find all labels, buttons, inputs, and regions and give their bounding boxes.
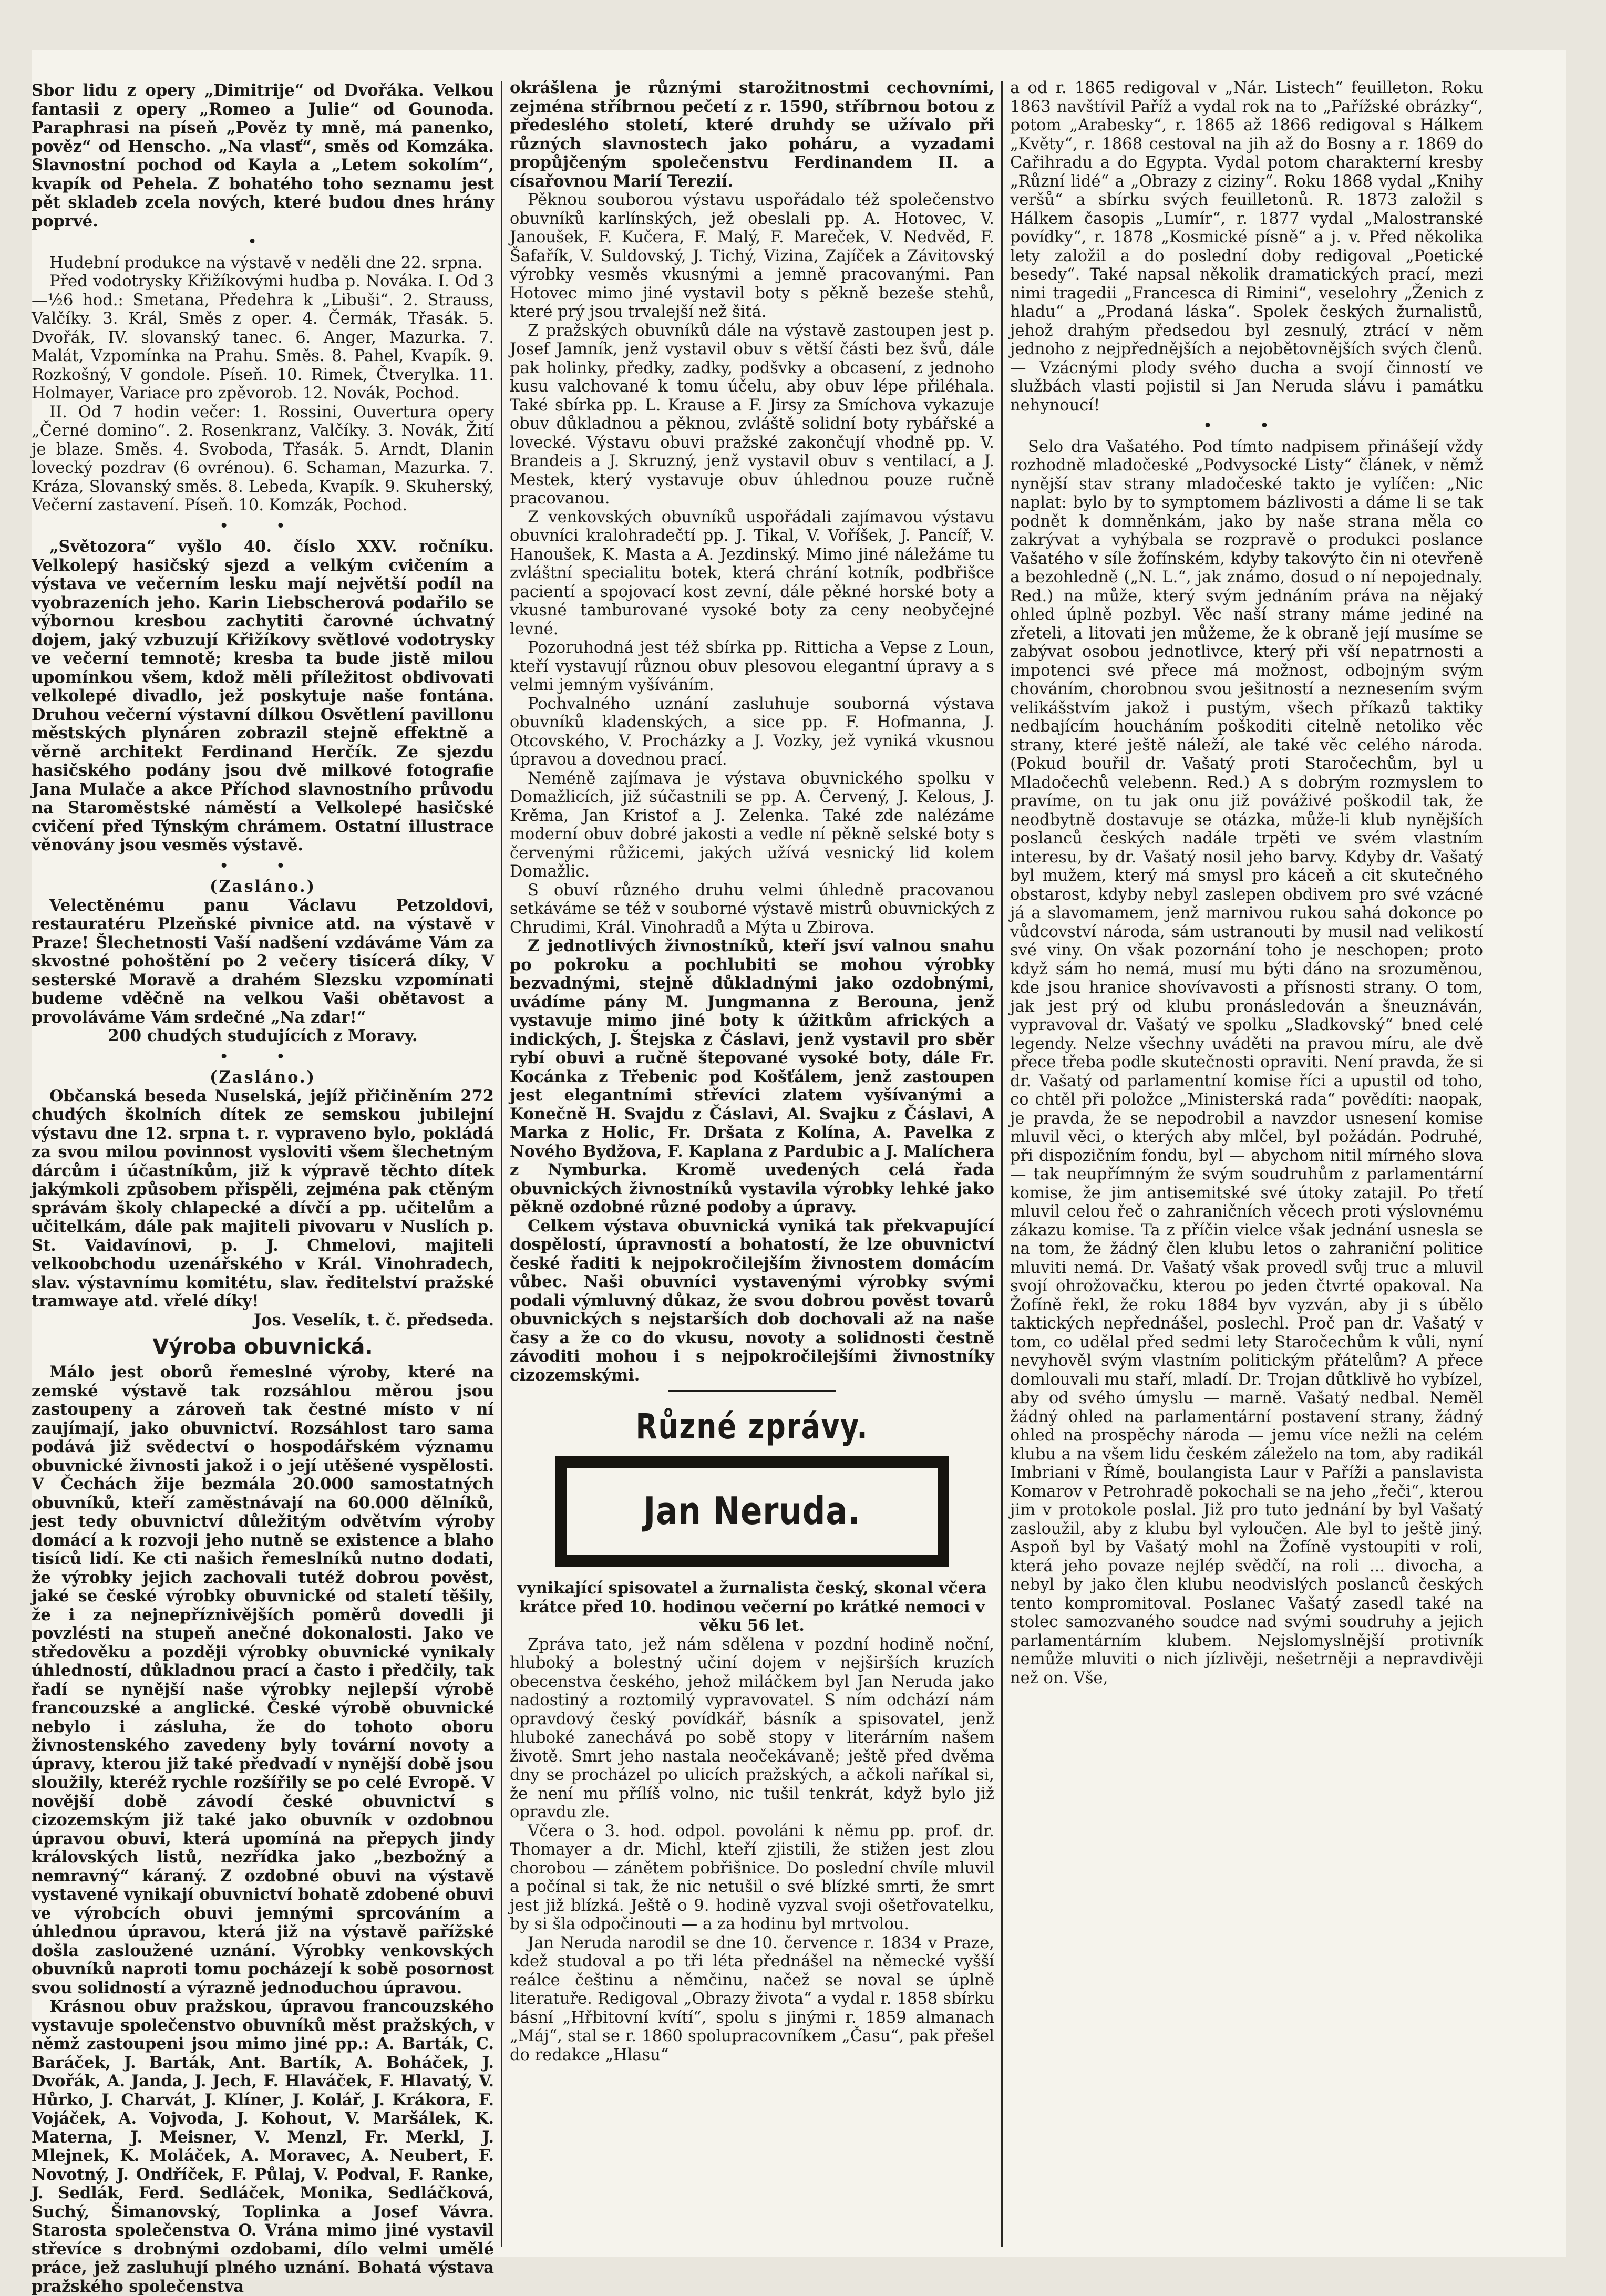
paragraph: Z pražských obuvníků dále na výstavě zastoupen jest p. Josef Jamník, jenž vystavil obuv s větší části bez švů, dále pak holinky, předky, zadky, podšvky a obcasení, z jednoho kusu valchované k tomu účelu, aby obuv lépe přiléhala. Také sbírka pp. L. Krause a F. Jirsy za Smíchova vykazuje obuv důkladnou a pěknou, zvláště solidní boty rybářské a lovecké. Výstavu obuvi pražské zakončují vhodně pp. V. Brandeis a J. Skruzný, jenž vystavil obuv s ventilací, a J. Mestek, který vystavuje obuv úhlednou pouze ručně pracovanou. — [510, 321, 994, 508]
obituary-name: Jan Neruda. — [643, 1489, 861, 1533]
paragraph: Zpráva tato, jež nám sdělena v pozdní hodině noční, hluboký a bolestný učiní dojem v nejširších kruzích obecenstva českého, jehož miláčkem byl Jan Neruda jako nadostiný a roztomilý vypravovatel. S ním odchází nám opravdový český povídkář, básník a spisovatel, jenž hluboké zanechává po sobě stopy v literárním našem životě. Smrt jeho nastala neočekávaně; ještě před dvěma dny se procházel po ulicích pražských, a ačkoli naříkal si, že není mu přílíš volno, nic tušil tenkrát, když bylo již opravdu zle. — [510, 1635, 994, 1821]
paragraph: Jan Neruda narodil se dne 10. července r. 1834 v Praze, kdež studoval a po tři léta přednášel na německé vyšší reálce češtinu a němčinu, načež se noval se úplně literatuře. Redigoval „Obrazy života“ a vydal r. 1858 sbírku básní „Hřbitovní kvítí“, spolu s jinými r. 1859 almanach „Máj“, stal se r. 1860 spolupracovníkem „Času“, pak přešel do redakce „Hlasu“ — [510, 1933, 994, 2064]
section-heading: (Zasláno.) — [209, 1068, 316, 1087]
paragraph: Občanská beseda Nuselská, jejíž přičiněním 272 chudých školních dítek ze semskou jubilejní výstavu dne 12. srpna t. r. vypraveno bylo, pokládá za svou milou povinnost vysloviti všem šlechetným dárcům i účastníkům, již k výpravě těchto dítek jakýmkoli způsobem přispěli, zejména pak ctěným správám školy chlapecké a dívčí a pp. učitelům a učitelkám, dále pak majiteli pivovaru v Nuslích p. St. Vaidavínovi, p. J. Chmelovi, majiteli velkoobchodu uzenářského v Král. Vinohradech, slav. výstavnímu komitétu, slav. ředitelství pražské tramwaye atd. vřelé díky! — [32, 1086, 494, 1311]
paragraph: Hudební produkce na výstavě v neděli dne 22. srpna. — [49, 253, 483, 272]
column-rule — [501, 81, 502, 2247]
obituary-lead: vynikající spisovatel a žurnalista český, skonal včera krátce před 10. hodinou večerní po krátké nemoci v věku 56 let. — [517, 1579, 987, 1635]
newspaper-page — [32, 50, 1566, 2296]
paragraph: Málo jest oborů řemeslné výroby, které na zemské výstavě tak rozsáhlou měrou jsou zastoupeny a zároveň tak čestné místo v ní zaujímají, jako obuvnictví. Rozsáhlost taro sama podává již svědectví o hospodářském významu obuvnické živnosti jakož i o její utěšené vyspělosti. V Čechách žije bezmála 20.000 samostatných obuvníků, kteří zaměstnávají na 60.000 dělníků, jest tedy obuvnictví důležitým odvětvím výroby domácí a k rozvoji jeho nutně se existence a blaho tisíců lidí. Ke cti našich řemeslníků nutno dodati, že výrobky jejich zachovali tutéž dobrou pověst, jaké se české výrobky obuvnické od staletí těšily, že i za nejnepříznivějších poměrů dovedli ji povzlésti na stupeň anečné dokonalosti. Jako ve středověku a později výrobky obuvnické vynikaly úhledností, důkladnou prací a často i předčily, tak řadí se nynější naše výrobky nejlepší výrobě francouzské a anglické. České výrobě obuvnické nebylo i zásluha, že do tohoto oboru živnostenského zavedeny byly tovární novoty a úpravy, kterou již také předvadí v nynější době jsou sloužily, kteréž rychle rozšířily se po celé Evropě. V novější době závodí české obuvnictví s cizozemským již také jako obuvník v ozdobnou úpravou obuvi, která upomíná na přepych jindy královských listů, nezřídka jako „bezbožný a nemravný“ káraný. Z ozdobné obuvi na výstavě vystavené vynikají obuvnictví bohatě zdobené obuvi ve výrobcích obuvi jemnými sprcováním a úhlednou úpravou, která již na výstavě pařížské došla zasloužené uznání. Výrobky venkovských obuvníků naproti tomu pocházejí k sobě posornost svou solidností a výrazně jednoduchou úpravou. — [32, 1363, 494, 1998]
paragraph: Pozoruhodná jest též sbírka pp. Ritticha a Vepse z Loun, kteří vystavují různou obuv plesovou elegantní úpravy a s velmi jemným vyšíváním. — [510, 639, 994, 694]
separator-dots: • — [248, 233, 278, 251]
separator-dots: • • — [219, 517, 306, 536]
paragraph: Z jednotlivých živnostníků, kteří jsví valnou snahu po pokroku a pochlubiti se mohou výrobky bezvadnými, stejně důkladnými jako ozdobnými, uvádíme pány M. Jungmanna z Berouna, jenž vystavuje mimo jiné boty k úžitkům afrických a indických, J. Štejska z Čáslavi, jenž vystavil pro sběr rybí obuvi a ručně štepované vysoké boty, dále Fr. Kocánka z Třebenic pod Košťálem, jenž zastoupen jest elegantními střevíci zlatem vyšívanými a Konečně H. Svajdu z Čáslavi, Al. Svajku z Čáslavi, A Marka z Holic, Fr. Dršata z Kolína, A. Pavelka z Nového Bydžova, F. Kaplana z Pardubic a J. Malíchera z Nymburka. Kromě uvedených celá řada obuvnických živnostníků vystavila výrobky lehké jako pěkně ozdobné různé podoby a úpravy. — [510, 936, 994, 1217]
column-rule — [1001, 81, 1003, 2247]
paragraph: Pochvalného uznání zasluhuje souborná výstava obuvníků kladenských, a sice pp. F. Hofmanna, J. Otcovského, V. Procházky a J. Vozky, jež vyniká vkusnou úpravou a dovednou prací. — [510, 694, 994, 769]
separator-dots: • • — [219, 1047, 306, 1066]
signature: Jos. Veselík, t. č. předseda. — [253, 1310, 494, 1330]
paragraph: Krásnou obuv pražskou, úpravou francouzského vystavuje společenstvo obuvníků měst pražských, v němž zastoupeni jsou mimo jiné pp.: A. Barták, C. Baráček, J. Barták, Ant. Bartík, A. Boháček, J. Dvořák, A. Janda, J. Jech, F. Hlaváček, F. Hlavatý, V. Hůrko, J. Charvát, J. Klíner, J. Kolář, J. Krákora, F. Vojáček, A. Vojvoda, J. Kohout, V. Maršálek, K. Materna, J. Meisner, V. Menzl, Fr. Merkl, J. Mlejnek, K. Moláček, A. Moravec, A. Neubert, F. Novotný, J. Ondříček, F. Půlaj, V. Podval, F. Ranke, J. Sedlák, Ferd. Sedláček, Monika, Sedláčková, Suchý, Šimanovský, Toplinka a Josef Vávra. Starosta společenstva O. Vrána mimo jiné vystavil střevíce s drobnými ozdobami, dílo velmi umělé práce, jež zasluhují plného uznání. Bohatá výstava pražského společenstva — [32, 1997, 494, 2296]
paragraph: Z venkovských obuvníků uspořádali zajímavou výstavu obuvníci kralohradečtí pp. J. Tikal, V. Voříšek, J. Pancíř, V. Hanoušek, K. Masta a A. Jezdinský. Mimo jiné náležáme tu zvláštní specialitu botek, která chrání kotník, podbřišce pacientí a spojovací kost zevní, dále pěkné horské boty a vkusné tamburované vysoké boty za ceny neobyčejné levné. — [510, 508, 994, 639]
paragraph: Sbor lidu z opery „Dimitrije“ od Dvořáka. Velkou fantasii z opery „Romeo a Julie“ od Gounoda. Paraphrasi na píseň „Pověz ty mně, má panenko, pověz“ od Henscho. „Na vlasť“, směs od Komzáka. Slavnostní pochod od Kayla a „Letem sokolím“, kvapík od Pehela. Z bohatého toho seznamu jest pět skladeb zcela nových, které budou dnes hrány poprvé. — [32, 81, 494, 231]
paragraph: Neméně zajímava je výstava obuvnického spolku v Domažlicích, již súčastnili se pp. A. Červený, J. Kelous, J. Krěma, Jan Kristof a J. Zelenka. Také zde nalézáme moderní obuv dobré jakosti a vedle ní pěkně selské boty s červenými růžicemi, jakých užívá vesnický lid kolem Domažlic. — [510, 769, 994, 881]
section-heading: Různé zprávy. — [635, 1406, 869, 1447]
paragraph: Selo dra Vašatého. Pod tímto nadpisem přinášejí vždy rozhodně mladočeské „Podvysocké Listy“ článek, v němž nynější stav strany mladočeské takto je vylíčen: „Nic naplat: bylo by to symptomem bázlivosti a dáme li se tak podnět k domněnkám, jako by naše strana měla co zakrývat a vyhýbala se rozpravě o produkci poslance Vašatého v síle žofínském, kdyby takovýto čin ni otevřeně a bezohledně („N. L.“, jak známo, dosud o ní nepojednaly. Red.) na může, který svým jednáním práva na nějaký ohled úplně pozbyl. Věc naší strany máme jediné na zřeteli, a litovati jen můžeme, že k obraně její musíme se zabývat osobou jednotlivce, který při vší nepatrnosti a impotenci své přece má možnost, odbojným svým chováním, chorobnou svou ješitností a neznesením svým velikášstvím jakož i pustým, všech příkazů taktiky nedbajícím houcháním poškoditi citelně netoliko věc strany, které ještě náleží, ale také věc celého národa. (Pokud bouřil dr. Vašatý proti Staročechům, byl u Mladočechů velebenn. Red.) A s dobrým rozmyslem to pravíme, on tu jak onu již pováživé poškodil tak, že neodbytně dostavuje se otázka, může-li klub nynějších poslanců českých nadále trpěti ve svém vlastním interesu, by dr. Vašatý nosil jeho barvy. Kdyby dr. Vašatý byl mužem, který má smysl pro káceň a cit skutečného obstarost, kdyby nebyl zaslepen obdivem pro své vzácné já a slavomamem, jenž marnivou rukou sahá dokonce po vůdcovství národa, sám ustranouti by musil nad velikostí své viny. On však pozornání toho je neschopen; proto když sám ho nemá, musí mu býti dáno na srozuměnou, kde jsou hranice shovívavosti a přísnosti strany. O tom, jak jest prý od klubu pronásledován a šneuznáván, vypravoval dr. Vašatý ve spolku „Sladkovský“ bned celé legendy. Nelze všechny uváděti na pravou míru, ale dvě přece třeba podle skutečnosti opraviti. Není pravda, že si dr. Vašatý od parlamentní komise říci a upustil od toho, co chtěl při položce „Ministerská rada“ povědíti: naopak, je pravda, že se nepodrobil a navzdor usnesení komise mluvil věci, o kterých aby mlčel, byl požádán. Podruhé, při dispozičním fondu, byl — abychom nitil mírného slova — tak neupřímným že svým soudruhům z parlamentární komise, že jim antisemitské své útoky zatajil. Po třetí mluvil celou řeč o zahraničních věcech proti výslovnému zákazu komise. Ta z příčin vielce však jednání usnesla se na tom, že žádný člen klubu letos o zahraniční politice mluviti nemá. Dr. Vašatý však provedl svůj truc a mluvil svojí ohrožovačku, kterou po jeden čtvrté opakoval. Na Žofíně řekl, že roku 1884 byv vyzván, aby ji s úbělo taktických nepřednášel, poslechl. Proč pan dr. Vašatý v tom, co udělal před sedmi lety Staročechům k vůli, nyní nevyhověl svým vlastním politickým přátelům? A přece domlouvali mu staří, mladí. Dr. Trojan důtklivě ho vybízel, aby od svého úmyslu — marně. Vašatý nedbal. Neměl žádný ohled na parlamentární postavení strany, žádný ohled na prospěchy národa — jemu více nežli na celém klubu a na všem lidu českém záleželo na tom, aby radikál Imbriani v Římě, boulangista Laur v Paříži a panslavista Komarov v Petrohradě pokochali se na jeho „řeči“, kterou jim v protokole poslal. Již pro tuto jednání by byl Vašatý zasloužil, aby z klubu byl vyloučen. Ale byl to ještě jiný. Aspoň byl by Vašatý mohl na Žofíně vystoupiti v roli, která jeho povaze nejlép svědčí, na roli ... divocha, a nebyl by jako člen klubu neodvislých poslanců českých tento kompromitoval. Poslanec Vašatý zasedl také na stolec samozvaného soudce nad svými soudruhy a jejich parlamentárním klubem. Nejslomyslnější protivník nemůže mluviti o nich jízlivěji, nešetrněji a nepravdivěji než on. Vše, — [1010, 437, 1483, 1687]
section-heading: Výroba obuvnická. — [152, 1335, 373, 1359]
paragraph: Velectěnému panu Václavu Petzoldovi, restauratéru Plzeňské pivnice atd. na výstavě v Praze! Šlechetnosti Vaší nadšení vzdáváme Vám za skvostné pohoštění po 2 večery tisícerá díky, V sesterské Moravě a drahém Slezsku vzpomínati budeme vděčně na velkou Vaši obětavost a provoláváme Vám srdečné „Na zdar!“ — [32, 895, 494, 1027]
section-heading: (Zasláno.) — [209, 877, 316, 896]
signature: 200 chudých studujících z Moravy. — [108, 1026, 418, 1045]
column-3 — [1010, 79, 1483, 2281]
column-2 — [510, 79, 994, 2281]
separator-dots: • • — [1203, 417, 1290, 435]
separator-rule — [668, 1390, 836, 1392]
paragraph: a od r. 1865 redigoval v „Nár. Listech“ feuilleton. Roku 1863 navštívil Paříž a vydal rok na to „Pařížské obrázky“, potom „Arabesky“, r. 1865 až 1866 redigoval s Hálkem „Květy“, r. 1868 cestoval na jih až do Bosny a r. 1869 do Cařihradu a do Egypta. Vydal potom charakterní kresby „Různí lidé“ a „Obrazy z ciziny“. Roku 1868 vydal „Knihy veršů“ a sbírku svých feuilletonů. R. 1873 založil s Hálkem časopis „Lumír“, r. 1877 vydal „Malostranské povídky“, r. 1878 „Kosmické písně“ a j. v. Před několika lety založil a do poslední doby redigoval „Poetické besedy“. Také napsal několik dramatických prací, mezi nimi tragedii „Francesca di Rimini“, veselohry „Ženich z hladu“ a „Prodaná láska“. Spolek českých žurnalistů, jehož drahým předsedou byl zesnulý, ztrácí v něm jednoho z nejpřednějších a nejobětovnějších svých členů. — Vzácnými plody svého ducha a svojí činností ve službách vlasti pojistil si Jan Neruda slávu i památku nehynoucí! — [1010, 79, 1483, 415]
paragraph: II. Od 7 hodin večer: 1. Rossini, Ouvertura opery „Černé domino“. 2. Rosenkranz, Valčíky. 3. Novák, Žití je blaze. Směs. 4. Svoboda, Třasák. 5. Arndt, Dlanin lovecký pozdrav (6 ovrénou). 6. Schaman, Mazurka. 7. Kráza, Slovanský směs. 8. Lebeda, Kvapík. 9. Skuherský, Večerní zastavení. Píseň. 10. Komzák, Pochod. — [32, 403, 494, 514]
paragraph: Před vodotrysky Křižíkovými hudba p. Nováka. I. Od 3—½6 hod.: Smetana, Předehra k „Libuši“. 2. Strauss, Valčíky. 3. Král, Směs z oper. 4. Čermák, Třasák. 5. Dvořák, IV. slovanský tanec. 6. Anger, Mazurka. 7. Malát, Vzpomínka na Prahu. Směs. 8. Pahel, Kvapík. 9. Rozkošný, V gondole. Píseň. 10. Rimek, Čtverylka. 11. Holmayer, Variace pro zpěvorob. 12. Novák, Pochod. — [32, 272, 494, 403]
paragraph: S obuví různého druhu velmi úhledně pracovanou setkáváme se též v souborné výstavě mistrů obuvnických z Chrudimi, Král. Vinohradů a Mýta u Zbirova. — [510, 881, 994, 937]
paragraph: Pěknou souborou výstavu uspořádalo též společenstvo obuvníků karlínských, jež obeslali pp. A. Hotovec, V. Janoušek, F. Kučera, F. Malý, F. Mareček, V. Nedvěd, F. Šafařík, V. Suldovský, J. Tichý, Vizina, Zajíček a Závitovský výrobky vesměs vkusnými a jemně pracovanými. Pan Hotovec mimo jiné vystavil boty s pěkně bezeše stehů, které prý jsou trvalejší než šitá. — [510, 191, 994, 321]
paragraph: Včera o 3. hod. odpol. povoláni k němu pp. prof. dr. Thomayer a dr. Michl, kteří zjistili, že stižen jest zlou chorobou — zánětem pobřišnice. Do poslední chvíle mluvil a počínal si tak, že nic netušil o své blízké smrti, že smrt jest již blízká. Ještě o 9. hodině vyzval svoji ošetřovatelku, by si šla odpočinouti — a za hodinu byl mrtvolou. — [510, 1821, 994, 1933]
obituary-frame — [555, 1456, 949, 1567]
paragraph: okrášlena je různými starožitnostmi cechovními, zejména stříbrnou pečetí z r. 1590, stříbrnou botou z předeslého století, které druhdy se užívalo při různých slavnostech jako poháru, a vyzadami propůjčeným společenstvu Ferdinandem II. a císařovnou Marií Terezií. — [510, 78, 994, 191]
paragraph: Celkem výstava obuvnická vyniká tak překvapující dospělostí, úpravností a bohatostí, že lze obuvnictví české řaditi k nejpokročilejším živnostem domácím vůbec. Naši obuvníci vystavenými výrobky svými podali výmluvný důkaz, že svou dobrou pověst tovarů obuvnických s nejstarších dob dochovali až na naše časy a že co do vkusu, novoty a solidnosti čestně závoditi mohou i s nejpokročilejšími živnostníky cizozemskými. — [510, 1216, 994, 1385]
separator-dots: • • — [219, 857, 306, 876]
column-1 — [32, 81, 494, 2296]
paragraph: „Světozora“ vyšlo 40. číslo XXV. ročníku. Velkolepý hasičský sjezd a velkým cvičením a výstava ve večerním lesku mají největší podíl na vyobrazeních jeho. Karin Liebscherová podařilo se výbornou kresbou zachytiti čarovné úchvatný dojem, jaký vzbuzují Křižíkovy světlové vodotrysky ve večerní temnotě; kresba ta bude jistě milou upomínkou všem, kdož měli příležitost obdivovati velkolepé divadlo, jež poskytuje naše fontána. Druhou večerní výstavní dílkou Osvětlení pavillonu městských plynáren zobrazil stejně effektně a věrně architekt Ferdinand Herčík. Ze sjezdu hasičského podány jsou dvě milkové fotografie Jana Mulače a akce Příchod slavnostního průvodu na Staroměstské náměstí a Velkolepé hasičské cvičení před Týnským chrámem. Ostatní illustrace věnovány jsou vesměs výstavě. — [32, 537, 494, 854]
